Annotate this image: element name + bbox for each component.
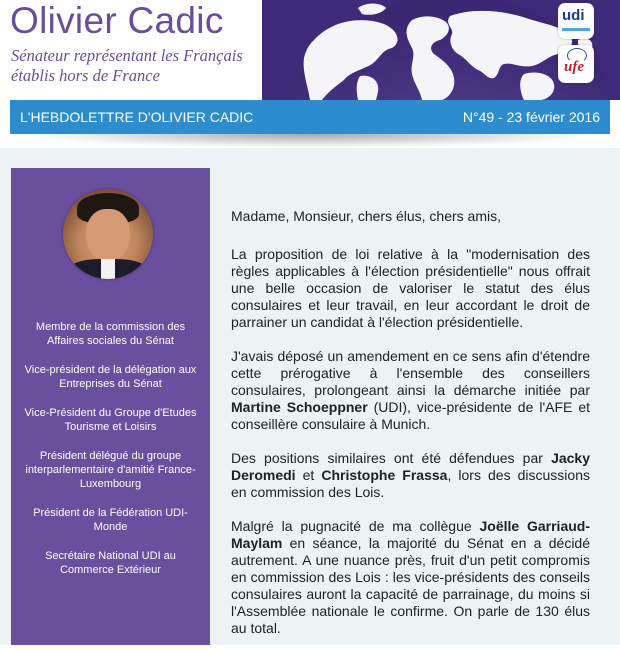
paragraph-4-text-c: en séance, la majorité du Sénat en a décidé autrement. A une nuance près, fruit d'un petit compromis en commission des Lois : les vice-présidents des conseils consulaires auront la capacité de parrainage, du moins si l'Assemblée nationale le confirme. On parle de 130 élus au total. bbox=[231, 535, 590, 636]
sidebar-item-tourisme-loisirs: Vice-Président du Groupe d'Etudes Tourisme et Loisirs bbox=[24, 407, 197, 433]
sidebar-list bbox=[11, 320, 210, 592]
paragraph-3-text-a: Des positions similaires ont été défendues par bbox=[231, 450, 552, 466]
page-title: Olivier Cadic bbox=[10, 0, 224, 41]
paragraph-2-text-a: J'avais déposé un amendement en ce sens afin d'étendre cette prérogative à l'ensemble des conseillers consulaires, prolongeant ainsi la démarche initiée par bbox=[231, 348, 590, 398]
sidebar-item-delegation-entreprises: Vice-président de la délégation aux Entreprises du Sénat bbox=[24, 364, 197, 390]
udi-logo-stripe bbox=[562, 28, 590, 31]
name-martine-schoeppner: Martine Schoeppner bbox=[231, 399, 368, 415]
sidebar-item-udi-monde: Président de la Fédération UDI-Monde bbox=[33, 507, 188, 533]
ufe-logo-text: ufe bbox=[564, 59, 584, 75]
name-joelle-garriaud-maylam: Joëlle Garriaud-Maylam bbox=[231, 518, 591, 551]
sidebar-item-affaires-sociales: Membre de la commission des Affaires sociales du Sénat bbox=[35, 321, 186, 347]
sidebar-item-commerce-exterieur: Secrétaire National UDI au Commerce Extérieur bbox=[45, 550, 176, 576]
paragraph-3-text-c: et bbox=[295, 467, 322, 483]
banner-shadow bbox=[20, 134, 600, 148]
udi-logo-text: udi bbox=[562, 7, 585, 24]
paragraph-4 bbox=[231, 518, 590, 637]
greeting: Madame, Monsieur, chers élus, chers amis, bbox=[231, 208, 501, 224]
name-christophe-frassa: Christophe Frassa bbox=[321, 467, 448, 483]
udi-logo[interactable] bbox=[558, 3, 594, 39]
paragraph-2-text-c: (UDI), vice-présidente de l'AFE et conseillère consulaire à Munich. bbox=[231, 399, 590, 432]
sidebar bbox=[11, 168, 210, 645]
ufe-logo[interactable] bbox=[558, 45, 594, 83]
sidebar-item-france-luxembourg: Président délégué du groupe interparlementaire d'amitié France-Luxembourg bbox=[25, 450, 196, 490]
paragraph-3-text-e: , lors des discussions en commission des Lois. bbox=[231, 467, 590, 500]
newsletter-name: L'HEBDOLETTRE D'OLIVIER CADIC bbox=[20, 109, 254, 125]
newsletter-banner bbox=[10, 100, 610, 134]
name-jacky-deromedi: Jacky Deromedi bbox=[231, 450, 590, 483]
letter-content bbox=[231, 208, 590, 654]
issue-number-date: N°49 - 23 février 2016 bbox=[462, 109, 600, 125]
paragraph-1: La proposition de loi relative à la "modernisation des règles applicables à l'élection présidentielle" nous offrait une belle occasion de valoriser le statut des élus consulaires et leur travail, en leur accordant le droit de parrainer un candidat à l'élection présidentielle. bbox=[231, 246, 590, 330]
avatar-collar bbox=[101, 259, 115, 279]
paragraph-2 bbox=[231, 348, 590, 433]
paragraph-3 bbox=[231, 450, 590, 501]
avatar bbox=[63, 189, 153, 279]
page-subtitle: Sénateur représentant les Français établis hors de France bbox=[11, 46, 243, 85]
header bbox=[0, 0, 620, 100]
avatar-face bbox=[86, 209, 130, 261]
paragraph-4-text-a: Malgré la pugnacité de ma collègue bbox=[231, 518, 480, 534]
